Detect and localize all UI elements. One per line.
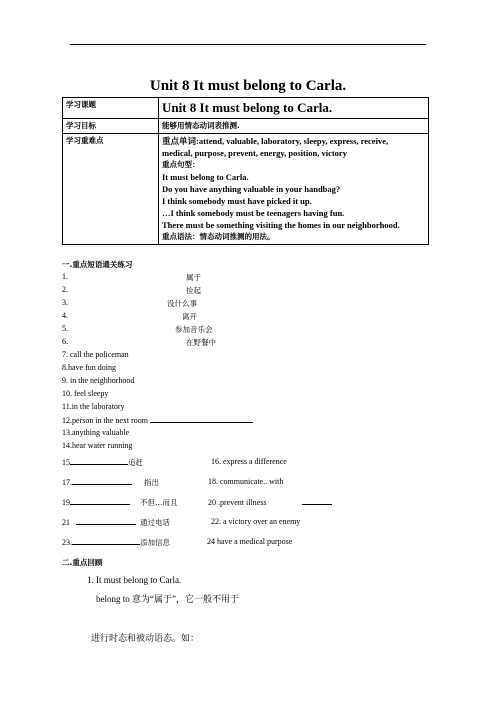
answer-blank[interactable] (302, 497, 332, 505)
table-row (63, 98, 429, 119)
pair-right: 18. communicate.. with (208, 477, 284, 486)
phrase-en: 14.hear water running (62, 441, 133, 450)
review-point: 1. It must belong to Carla. (87, 575, 182, 585)
answer-blank[interactable] (72, 537, 140, 545)
sentence: Do you have anything valuable in your handbag? (162, 184, 341, 194)
pair-left: 19 不但…而且 (62, 498, 178, 507)
goal-value: 能够用情态动词表推测. (162, 121, 240, 130)
review-explain: belong to 意为“属于”，它一般不用于 (96, 594, 239, 604)
pair-right: 20 .prevent illness (208, 497, 332, 507)
phrase-num: 5. (62, 324, 68, 333)
phrase-cn: 捡起 (186, 286, 201, 295)
topic-value: Unit 8 It must belong to Carla. (162, 100, 333, 115)
header-rule (70, 44, 426, 45)
sentence-heading: 重点句型： (162, 160, 200, 169)
pair-left: 21 通过电话 (62, 518, 170, 527)
key-label: 学习重难点 (63, 134, 159, 245)
phrase-en: 8.have fun doing (62, 363, 116, 372)
phrase-cn: 在野餐中 (186, 338, 216, 347)
sentence: It must belong to Carla. (162, 172, 249, 182)
phrase-num: 4. (62, 311, 68, 320)
phrase-en: 7. call the policeman (62, 350, 129, 359)
grammar-point: 重点语法：情态动词推测的用法。 (162, 232, 275, 241)
pair-right: 22. a victory over an enemy (211, 517, 301, 526)
phrase-cn: 离开 (182, 312, 197, 321)
phrase-num: 6. (62, 337, 68, 346)
answer-blank[interactable] (72, 477, 132, 485)
phrase-num: 2. (62, 285, 68, 294)
phrase-en: 10. feel sleepy (62, 389, 109, 398)
answer-blank[interactable] (150, 415, 253, 423)
phrase-cn: 参加音乐会 (175, 325, 213, 334)
page-title: Unit 8 It must belong to Carla. (149, 78, 347, 94)
vocab-line: 重点单词:attend, valuable, laboratory, sleepy, express, receive, (162, 136, 389, 146)
phrase-num: 1. (62, 272, 68, 281)
sentence: There must be something visiting the homes in our neighborhood. (162, 220, 400, 230)
answer-blank[interactable] (70, 497, 130, 505)
table-row (63, 119, 429, 134)
phrase-en: 9. in the neighborhood (62, 376, 135, 385)
answer-blank[interactable] (76, 517, 136, 525)
table-row (63, 134, 429, 245)
review-explain: 进行时态和被动语态。如： (91, 633, 200, 643)
pair-left: 17. 指出 (62, 478, 159, 487)
pair-right: 16. express a difference (211, 457, 287, 466)
topic-label: 学习课题 (63, 98, 159, 119)
sentence: …I think somebody must be teenagers having fun. (162, 208, 345, 218)
phrase-en: 11.in the laboratory (62, 402, 125, 411)
phrase-cn: 属于 (186, 273, 201, 282)
answer-blank[interactable] (70, 457, 128, 465)
pair-left: 23. 添加信息 (62, 538, 170, 547)
info-table (62, 97, 429, 245)
phrase-num: 3. (62, 298, 68, 307)
pair-right: 24 have a medical purpose (207, 537, 293, 546)
pair-left: 15 追赶 (62, 458, 143, 467)
vocab-line: medical, purpose, prevent, energy, position, victory (162, 148, 347, 158)
phrase-cn: 没什么事 (167, 299, 197, 308)
goal-label: 学习目标 (63, 119, 159, 134)
section-heading-1: 一.重点短语通关练习 (62, 260, 133, 269)
phrase-en: 12.person in the next room (62, 415, 253, 425)
sentence: I think somebody must have picked it up. (162, 196, 312, 206)
section-heading-2: 二.重点回顾 (62, 558, 103, 567)
phrase-en: 13.anything valuable (62, 428, 130, 437)
